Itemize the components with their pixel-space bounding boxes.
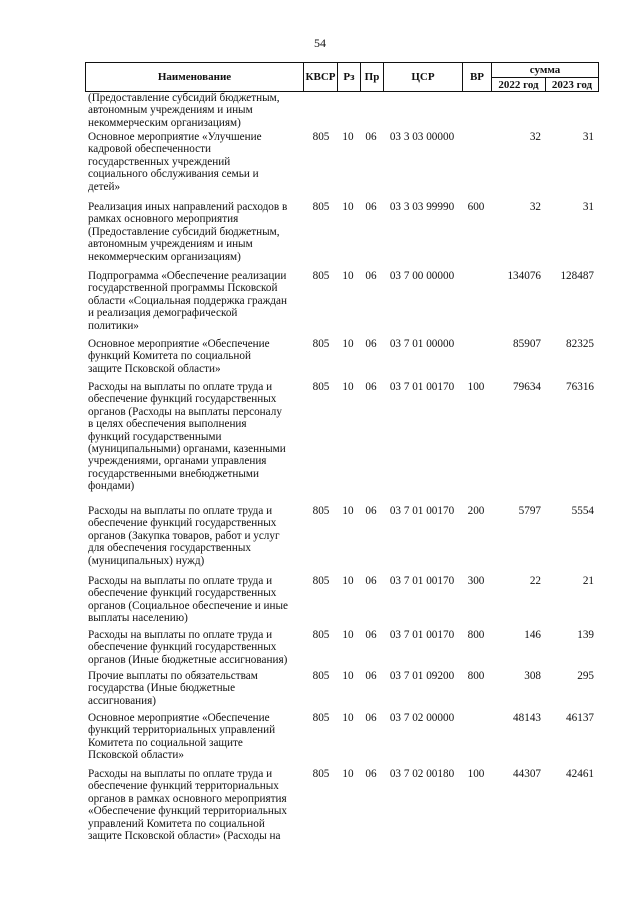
name-line: обеспечение функций государственных [88,587,277,600]
name-line: функций территориальных управлений [88,724,276,737]
rz-cell: 10 [342,270,354,282]
name-cell [88,768,302,842]
name-cell [88,381,302,493]
pr-cell: 06 [365,270,377,282]
csr-cell: 03 7 00 00000 [389,270,455,282]
rz-cell: 10 [342,575,354,587]
sum-2023-cell: 82325 [566,338,594,350]
name-cell [88,670,302,707]
name-cell [88,92,302,129]
vr-cell: 200 [467,505,485,517]
pr-cell: 06 [365,505,377,517]
pr-cell: 06 [365,575,377,587]
name-line: обеспечение функций государственных [88,641,277,654]
name-line: некоммерческим организациям) [88,116,241,129]
name-line: Прочие выплаты по обязательствам [88,670,258,682]
name-line: органов (Закупка товаров, работ и услуг [88,529,280,542]
name-line: защите Псковской области» [88,362,221,375]
name-line: государственных учреждений [88,155,231,168]
name-line: обеспечение функций государственных [88,393,277,406]
sum-2023-cell: 31 [582,131,594,143]
name-line: рамках основного мероприятия [88,213,239,226]
name-line: функций Комитета по социальной [88,350,251,363]
header-csr [383,62,463,92]
header-name-label: Наименование [157,71,232,83]
header-2022 [491,77,546,92]
csr-cell: 03 7 01 00170 [389,381,455,393]
pr-cell: 06 [365,629,377,641]
name-line: государственными внебюджетными [88,467,259,480]
sum-2022-cell: 32 [529,201,541,213]
name-line: обеспечение функций территориальных [88,780,279,793]
sum-2022-cell: 32 [529,131,541,143]
pr-cell: 06 [365,670,377,682]
sum-2023-cell: 31 [582,201,594,213]
sum-2023-cell: 128487 [560,270,594,282]
csr-cell: 03 7 01 00000 [389,338,455,350]
header-pr-label: Пр [364,71,380,83]
sum-2023-cell: 21 [582,575,594,587]
name-line: управлений Комитета по социальной [88,817,265,830]
sum-2023-cell: 295 [577,670,594,682]
csr-cell: 03 7 02 00000 [389,712,455,724]
header-name [85,62,304,92]
sum-2022-cell: 308 [524,670,541,682]
name-line: Основное мероприятие «Обеспечение [88,338,270,350]
header-rz [337,62,361,92]
name-line: и реализация демографической [88,307,238,320]
header-2022-label: 2022 год [498,78,539,91]
name-line: фондами) [88,480,135,493]
csr-cell: 03 7 02 00180 [389,768,455,780]
vr-cell: 800 [467,629,485,641]
sum-2023-cell: 5554 [571,505,594,517]
rz-cell: 10 [342,768,354,780]
kvsr-cell: 805 [312,505,330,517]
vr-cell: 100 [467,381,485,393]
csr-cell: 03 7 01 00170 [389,505,455,517]
name-cell [88,338,302,375]
name-line: органов (Расходы на выплаты персоналу [88,405,282,418]
name-line: Расходы на выплаты по оплате труда и [88,768,273,780]
vr-cell: 600 [467,201,485,213]
kvsr-cell: 805 [312,131,330,143]
rz-cell: 10 [342,201,354,213]
rz-cell: 10 [342,712,354,724]
kvsr-cell: 805 [312,575,330,587]
sum-2022-cell: 48143 [513,712,541,724]
sum-2023-cell: 42461 [566,768,594,780]
vr-cell: 800 [467,670,485,682]
name-cell [88,712,302,762]
name-line: некоммерческим организациям) [88,250,241,263]
csr-cell: 03 3 03 99990 [389,201,455,213]
name-line: органов (Социальное обеспечение и иные [88,599,288,612]
name-line: Основное мероприятие «Улучшение [88,131,262,143]
csr-cell: 03 7 01 09200 [389,670,455,682]
rz-cell: 10 [342,381,354,393]
sum-2022-cell: 79634 [513,381,541,393]
pr-cell: 06 [365,201,377,213]
name-line: государственной программы Псковской [88,282,278,295]
name-line: ассигнования) [88,694,156,707]
kvsr-cell: 805 [312,338,330,350]
csr-cell: 03 3 03 00000 [389,131,455,143]
name-line: функций государственными [88,430,222,443]
name-line: (муниципальными) органами, казенными [88,443,286,456]
rz-cell: 10 [342,505,354,517]
sum-2022-cell: 85907 [513,338,541,350]
pr-cell: 06 [365,712,377,724]
name-line: (Предоставление субсидий бюджетным, [88,92,280,104]
kvsr-cell: 805 [312,768,330,780]
name-line: органов в рамках основного мероприятия [88,792,287,805]
sum-2022-cell: 22 [529,575,541,587]
sum-2023-cell: 76316 [566,381,594,393]
name-line: Комитета по социальной защите [88,736,243,749]
name-line: (муниципальных) нужд) [88,554,205,567]
rz-cell: 10 [342,670,354,682]
name-line: Расходы на выплаты по оплате труда и [88,575,273,587]
name-line: Расходы на выплаты по оплате труда и [88,505,273,517]
header-2023-label: 2023 год [551,78,593,91]
name-line: Реализация иных направлений расходов в [88,201,288,213]
name-cell [88,575,302,625]
rz-cell: 10 [342,338,354,350]
name-line: для обеспечения государственных [88,542,252,555]
sum-2022-cell: 44307 [513,768,541,780]
page-number: 54 [314,36,326,50]
header-sum [491,62,599,78]
pr-cell: 06 [365,131,377,143]
header-sum-label: сумма [529,64,561,76]
sum-2022-cell: 5797 [518,505,541,517]
kvsr-cell: 805 [312,629,330,641]
kvsr-cell: 805 [312,670,330,682]
name-line: «Обеспечение функций территориальных [88,805,287,818]
name-cell [88,201,302,263]
header-rz-label: Рз [343,71,355,83]
name-line: государства (Иные бюджетные [88,682,236,695]
name-line: Расходы на выплаты по оплате труда и [88,381,273,393]
name-line: политики» [88,319,139,332]
name-line: органов (Иные бюджетные ассигнования) [88,653,288,666]
pr-cell: 06 [365,768,377,780]
rz-cell: 10 [342,629,354,641]
name-line: области «Социальная поддержка граждан [88,294,287,307]
sum-2022-cell: 146 [524,629,541,641]
pr-cell: 06 [365,338,377,350]
name-cell [88,270,302,332]
csr-cell: 03 7 01 00170 [389,575,455,587]
kvsr-cell: 805 [312,381,330,393]
kvsr-cell: 805 [312,270,330,282]
pr-cell: 06 [365,381,377,393]
header-kvsr-label: КВСР [305,71,336,83]
vr-cell: 100 [467,768,485,780]
kvsr-cell: 805 [312,201,330,213]
name-line: учреждениями, органами управления [88,455,267,468]
vr-cell: 300 [467,575,485,587]
name-line: Подпрограмма «Обеспечение реализации [88,270,287,282]
name-line: социального обслуживания семьи и [88,168,259,181]
name-line: Расходы на выплаты по оплате труда и [88,629,273,641]
name-line: автономным учреждениям и иным [88,238,253,251]
sum-2023-cell: 46137 [566,712,594,724]
name-line: обеспечение функций государственных [88,517,277,530]
rz-cell: 10 [342,131,354,143]
name-line: кадровой обеспеченности [88,143,211,156]
name-line: Псковской области» [88,749,184,762]
name-line: Основное мероприятие «Обеспечение [88,712,270,724]
header-kvsr [303,62,338,92]
sum-2023-cell: 139 [577,629,594,641]
header-2023 [545,77,599,92]
name-line: защите Псковской области» (Расходы на [88,830,281,843]
name-cell [88,629,302,666]
name-line: автономным учреждениям и иным [88,104,253,117]
name-line: детей» [88,180,121,193]
header-csr-label: ЦСР [411,71,435,83]
name-line: (Предоставление субсидий бюджетным, [88,225,280,238]
name-cell [88,505,302,567]
name-cell [88,131,302,193]
header-pr [360,62,384,92]
csr-cell: 03 7 01 00170 [389,629,455,641]
header-vr-label: ВР [469,71,485,83]
header-vr [462,62,492,92]
sum-2022-cell: 134076 [507,270,541,282]
name-line: выплаты населению) [88,612,188,625]
kvsr-cell: 805 [312,712,330,724]
name-line: в целях обеспечения выполнения [88,418,247,431]
